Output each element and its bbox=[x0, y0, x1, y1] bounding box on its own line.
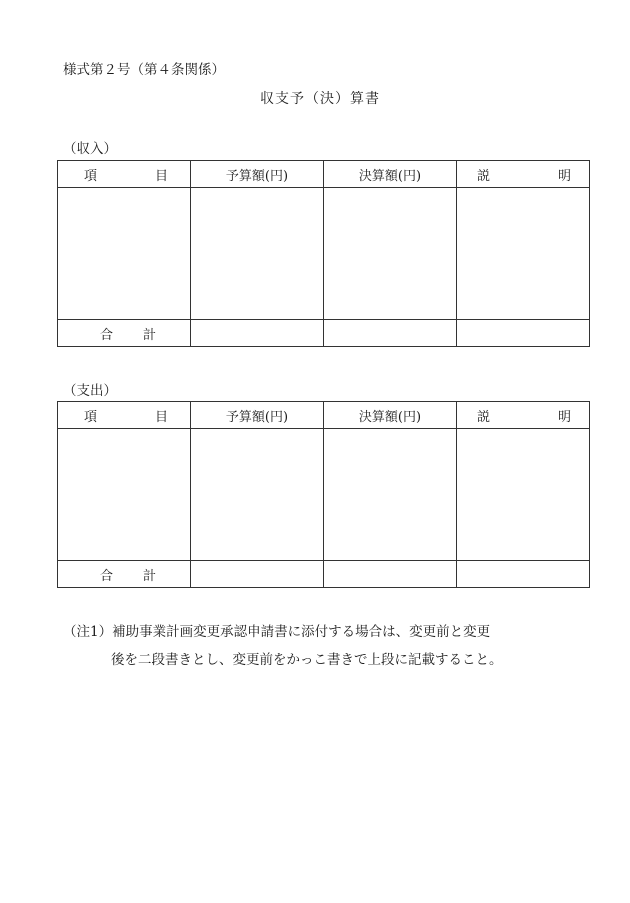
income-total-label: 合 計 bbox=[58, 320, 191, 347]
document-title: 収支予（決）算書 bbox=[260, 91, 380, 107]
expense-header-row bbox=[58, 402, 590, 429]
expense-total-label: 合 計 bbox=[58, 561, 191, 588]
note-line-2: 後を二段書きとし、変更前をかっこ書きで上段に記載すること。 bbox=[111, 652, 503, 668]
income-table bbox=[57, 160, 590, 347]
expense-settled-cell[interactable] bbox=[324, 429, 457, 561]
header-budget-amount: 予算額(円) bbox=[191, 161, 324, 188]
expense-total-description-cell[interactable] bbox=[457, 561, 590, 588]
expense-total-budget-cell[interactable] bbox=[191, 561, 324, 588]
note-line-1: （注1）補助事業計画変更承認申請書に添付する場合は、変更前と変更 bbox=[63, 624, 491, 640]
expense-entry-row bbox=[58, 429, 590, 561]
header-budget-amount: 予算額(円) bbox=[191, 402, 324, 429]
note bbox=[63, 618, 503, 674]
income-total-budget-cell[interactable] bbox=[191, 320, 324, 347]
income-entry-row bbox=[58, 188, 590, 320]
income-item-cell[interactable] bbox=[58, 188, 191, 320]
income-total-description-cell[interactable] bbox=[457, 320, 590, 347]
header-description: 説 明 bbox=[457, 402, 590, 429]
header-item: 項 目 bbox=[58, 402, 191, 429]
expense-section-label: （支出） bbox=[63, 383, 117, 399]
income-budget-cell[interactable] bbox=[191, 188, 324, 320]
expense-item-cell[interactable] bbox=[58, 429, 191, 561]
income-total-settled-cell[interactable] bbox=[324, 320, 457, 347]
header-description: 説 明 bbox=[457, 161, 590, 188]
expense-budget-cell[interactable] bbox=[191, 429, 324, 561]
header-settled-amount: 決算額(円) bbox=[324, 161, 457, 188]
expense-total-row bbox=[58, 561, 590, 588]
income-description-cell[interactable] bbox=[457, 188, 590, 320]
income-header-row bbox=[58, 161, 590, 188]
header-settled-amount: 決算額(円) bbox=[324, 402, 457, 429]
expense-table bbox=[57, 401, 590, 588]
income-section-label: （収入） bbox=[63, 141, 117, 157]
income-total-row bbox=[58, 320, 590, 347]
income-settled-cell[interactable] bbox=[324, 188, 457, 320]
expense-description-cell[interactable] bbox=[457, 429, 590, 561]
expense-total-settled-cell[interactable] bbox=[324, 561, 457, 588]
header-item: 項 目 bbox=[58, 161, 191, 188]
form-number: 様式第２号（第４条関係） bbox=[63, 62, 225, 78]
